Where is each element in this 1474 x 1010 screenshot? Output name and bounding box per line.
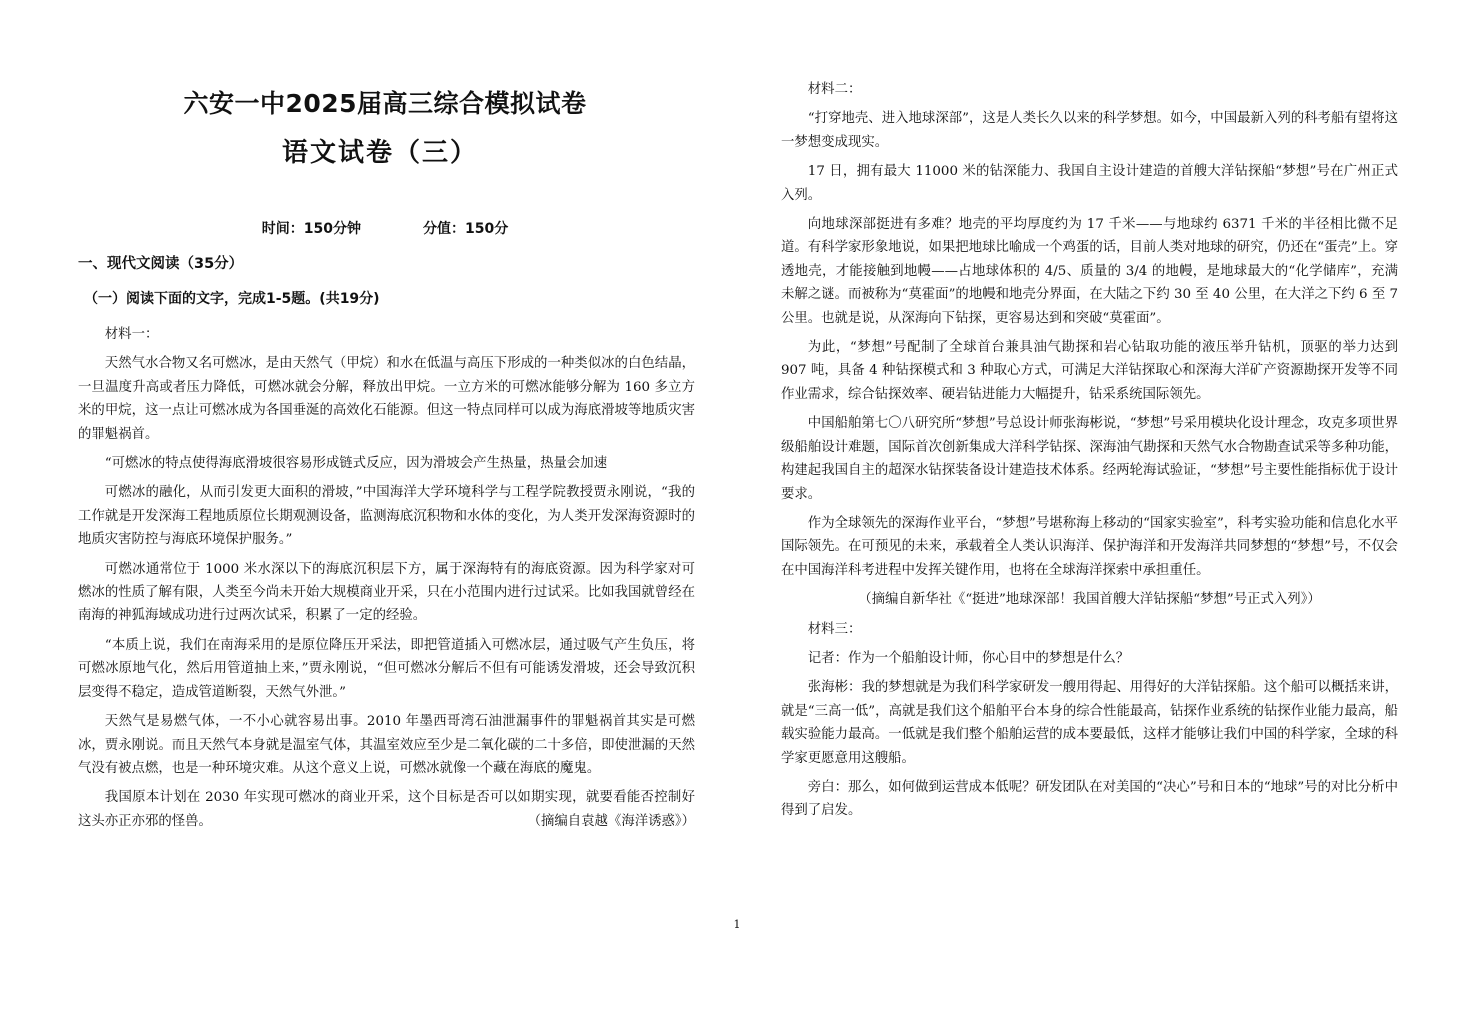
material-label: 材料三：: [807, 621, 862, 637]
paragraph: “可燃冰的特点使得海底滑坡很容易形成链式反应，因为滑坡会产生热量，热量会加速: [104, 456, 608, 472]
material-label: 材料二：: [807, 82, 862, 97]
exam-title: 六安一中2025届高三综合模拟试卷: [183, 89, 587, 118]
paragraph: “本质上说，我们在南海采用的是原位降压开采法，即把管道插入可燃冰层，通过吸气产生负压，将可燃冰原地气化，然后用管道抽上来，”贾永刚说，“但可燃冰分解后不但有可能诱发滑坡，还会导致沉积层变得不稳定，造成管道断裂，天然气外泄。”: [78, 637, 695, 700]
paragraph: 17 日，拥有最大 11000 米的钻深能力、我国自主设计建造的首艘大洋钻探船“梦想”号在广州正式入列。: [781, 164, 1398, 203]
paragraph: 中国船舶第七〇八研究所“梦想”号总设计师张海彬说，“梦想”号采用模块化设计理念，攻克多项世界级船舶设计难题，国际首次创新集成大洋科学钻探、深海油气勘探和天然气水合物勘查试采等多种功能，构建起我国自主的超深水钻探装备设计建造技术体系。经两轮海试验证，“梦想”号主要性能指标优于设计要求。: [781, 416, 1398, 502]
left-column: [78, 323, 695, 840]
interview-question: 记者：作为一个船舶设计师，你心目中的梦想是什么？: [807, 650, 1130, 666]
paragraph: 可燃冰的融化，从而引发更大面积的滑坡，”中国海洋大学环境科学与工程学院教授贾永刚说，“我的工作就是开发深海工程地质原位长期观测设备，监测海底沉积物和水体的变化，为人类开发深海资源时的地质灾害防控与海底环境保护服务。”: [78, 485, 695, 548]
narration: 旁白：那么，如何做到运营成本低呢？研发团队在对美国的“决心”号和日本的“地球”号的对比分析中得到了启发。: [781, 779, 1398, 819]
exam-meta: [0, 218, 770, 238]
paragraph: “打穿地壳、进入地球深部”，这是人类长久以来的科学梦想。如今，中国最新入列的科考船有望将这一梦想变成现实。: [781, 111, 1398, 150]
section-heading-1: 一、现代文阅读（35分）: [78, 256, 244, 272]
paragraph: 天然气水合物又名可燃冰，是由天然气（甲烷）和水在低温与高压下形成的一种类似冰的白色结晶，一旦温度升高或者压力降低，可燃冰就会分解，释放出甲烷。一立方米的可燃冰能够分解为 160 多立方米的甲烷，这一点让可燃冰成为各国垂涎的高效化石能源。但这一特点同样可以成为海底滑坡等地质灾害的罪魁祸首。: [78, 356, 695, 442]
section-heading-1-1: （一）阅读下面的文字，完成1-5题。(共19分): [84, 291, 380, 307]
paragraph: 天然气是易燃气体，一不小心就容易出事。2010 年墨西哥湾石油泄漏事件的罪魁祸首其实是可燃冰，贾永刚说。而且天然气本身就是温室气体，其温室效应至少是二氧化碳的二十多倍，即使泄漏的天然气没有被点燃，也是一种环境灾难。从这个意义上说，可燃冰就像一个藏在海底的魔鬼。: [78, 714, 695, 776]
material-label: 材料一：: [104, 327, 159, 342]
page-number: 1: [733, 918, 741, 931]
exam-time: 时间：150分钟: [261, 221, 361, 237]
paragraph: 向地球深部挺进有多难？地壳的平均厚度约为 17 千米——与地球约 6371 千米的半径相比微不足道。有科学家形象地说，如果把地球比喻成一个鸡蛋的话，目前人类对地球的研究，仍还在“蛋壳”上。穿透地壳，才能接触到地幔——占地球体积的 4/5、质量的 3/4 的地幔，是地球最大的“化学储库”，充满未解之谜。而被称为“莫霍面”的地幔和地壳分界面，在大陆之下约 30 至 40 公里，在大洋之下约 6 至 7 公里。也就是说，从深海向下钻探，更容易达到和突破“莫霍面”。: [781, 217, 1398, 326]
source-citation: （摘编自新华社《“挺进”地球深部！我国首艘大洋钻探船“梦想”号正式入列》）: [858, 592, 1321, 608]
exam-subtitle: 语文试卷（三）: [281, 138, 478, 168]
source-citation: （摘编自袁越《海洋诱惑》）: [527, 814, 695, 830]
exam-score: 分值：150分: [423, 221, 509, 237]
paragraph: 我国原本计划在 2030 年实现可燃冰的商业开采，这个目标是否可以如期实现，就要看能否控制好这头亦正亦邪的怪兽。: [78, 790, 695, 829]
interview-answer: 张海彬：我的梦想就是为我们科学家研发一艘用得起、用得好的大洋钻探船。这个船可以概括来讲，就是“三高一低”，高就是我们这个船舶平台本身的综合性能最高，钻探作业系统的钻探作业能力最高，船载实验能力最高。一低就是我们整个船舶运营的成本要最低，这样才能够让我们中国的科学家，全球的科学家更愿意用这艘船。: [781, 680, 1398, 766]
paragraph: 为此，“梦想”号配制了全球首台兼具油气勘探和岩心钻取功能的液压举升钻机，顶驱的举力达到 907 吨，具备 4 种钻探模式和 3 种取心方式，可满足大洋钻探取心和深海大洋矿产资源勘探开发等不同作业需求，综合钻探效率、硬岩钻进能力大幅提升，钻采系统国际领先。: [781, 340, 1398, 402]
paragraph: 可燃冰通常位于 1000 米水深以下的海底沉积层下方，属于深海特有的海底资源。因为科学家对可燃冰的性质了解有限，人类至今尚未开始大规模商业开采，只在小范围内进行过试采。比如我国就曾经在南海的神狐海域成功进行过两次试采，积累了一定的经验。: [78, 561, 695, 624]
right-column: [781, 78, 1398, 829]
paragraph: 作为全球领先的深海作业平台，“梦想”号堪称海上移动的“国家实验室”，科考实验功能和信息化水平国际领先。在可预见的未来，承载着全人类认识海洋、保护海洋和开发海洋共同梦想的“梦想”号，不仅会在中国海洋科考进程中发挥关键作用，也将在全球海洋探索中承担重任。: [781, 515, 1398, 578]
